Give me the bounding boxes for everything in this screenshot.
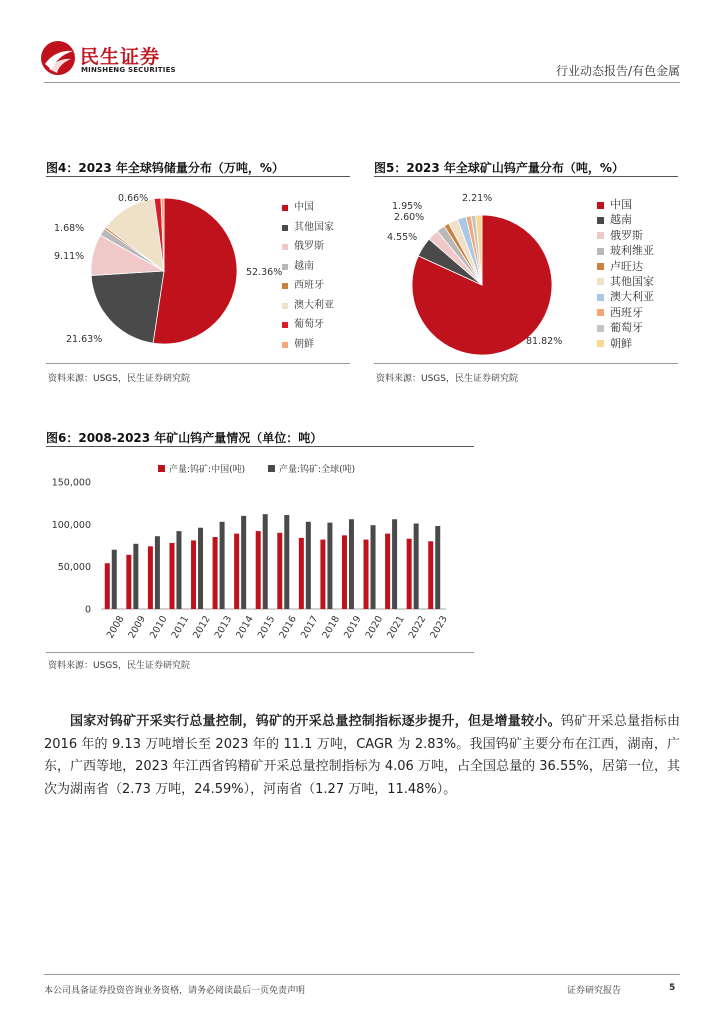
fig5-legend	[597, 197, 654, 351]
fig6-bar-china	[191, 540, 196, 609]
fig6-ytick-label: 100,000	[51, 519, 91, 531]
fig4-legend-item	[282, 257, 334, 277]
fig4-legend-item	[282, 296, 334, 316]
fig5-legend-item	[597, 228, 654, 243]
fig6-bar-china	[277, 533, 282, 609]
fig6-ytick-label: 150,000	[51, 477, 91, 489]
minsheng-logo-icon	[40, 40, 76, 76]
fig4-legend-item	[282, 335, 334, 355]
fig5-legend-swatch	[597, 217, 604, 224]
fig6-xtick-label: 2022	[406, 614, 429, 641]
fig6-bar-global	[349, 519, 354, 609]
fig6-legend-swatch	[158, 465, 165, 472]
fig5-data-label: 1.95%	[392, 201, 423, 212]
fig4-title-rule	[46, 176, 350, 177]
fig4-legend-swatch	[282, 244, 288, 250]
fig6-xtick-label: 2008	[104, 614, 127, 641]
fig4-legend-item	[282, 276, 334, 296]
fig6-bar-global	[176, 531, 181, 609]
fig5-bottom-rule	[374, 363, 678, 364]
report-type: 行业动态报告/有色金属	[555, 64, 680, 78]
fig6-xtick-label: 2023	[428, 614, 450, 641]
fig6-xtick-label: 2017	[298, 614, 321, 641]
fig6-title: 图6：2008-2023 年矿山钨产量情况（单位：吨）	[46, 431, 323, 445]
fig4-title: 图4：2023 年全球钨储量分布（万吨，%）	[46, 161, 284, 175]
fig4-legend-label: 朝鲜	[294, 338, 314, 350]
fig4-legend-label: 越南	[294, 260, 314, 272]
fig6-xtick-label: 2010	[147, 614, 170, 641]
fig6-bar-global	[284, 515, 289, 609]
fig6-bar-global	[112, 550, 117, 609]
fig4-legend-swatch	[282, 322, 288, 328]
fig4-source: 资料来源：USGS，民生证券研究院	[48, 374, 190, 384]
fig6-source: 资料来源：USGS，民生证券研究院	[48, 661, 190, 671]
fig5-source: 资料来源：USGS，民生证券研究院	[376, 374, 518, 384]
fig6-bar-global	[263, 514, 268, 609]
fig5-legend-label: 越南	[610, 213, 632, 227]
fig5-legend-swatch	[597, 340, 604, 347]
header-divider	[44, 82, 680, 83]
fig4-legend	[282, 198, 334, 354]
fig5-legend-item	[597, 243, 654, 258]
fig6-legend-swatch	[268, 465, 275, 472]
fig6-bar-china	[428, 541, 433, 609]
fig6-bar-global	[371, 525, 376, 609]
footer-divider	[44, 974, 680, 975]
fig6-bar-global	[306, 522, 311, 609]
fig4-legend-item	[282, 218, 334, 238]
fig5-legend-item	[597, 336, 654, 351]
fig5-legend-label: 卢旺达	[610, 259, 643, 273]
footer-disclaimer: 本公司具备证券投资咨询业务资格，请务必阅读最后一页免责声明	[44, 986, 306, 996]
fig5-pie-chart	[374, 180, 574, 360]
fig4-legend-label: 西班牙	[294, 280, 324, 291]
fig6-bar-china	[342, 535, 347, 609]
fig6-title-rule	[46, 446, 474, 447]
fig5-legend-item	[597, 289, 654, 304]
company-name-en: MINSHENG SECURITIES	[81, 66, 176, 74]
fig6-bar-china	[364, 540, 369, 609]
fig6-xtick-label: 2015	[255, 614, 278, 641]
fig4-legend-swatch	[282, 225, 288, 231]
fig5-legend-item	[597, 274, 654, 289]
fig6-bar-global	[414, 523, 419, 609]
fig4-pie-chart	[46, 180, 283, 360]
fig6-bar-china	[320, 540, 325, 609]
footer-doc-type: 证券研究报告	[567, 986, 622, 996]
fig5-legend-swatch	[597, 232, 604, 239]
fig4-legend-label: 俄罗斯	[294, 241, 324, 252]
fig4-legend-label: 葡萄牙	[294, 319, 324, 330]
fig5-data-label: 81.82%	[526, 336, 563, 347]
fig6-bar-china	[148, 546, 153, 609]
fig4-legend-label: 澳大利亚	[294, 299, 334, 311]
fig6-bar-china	[105, 563, 110, 609]
paragraph-lead-bold: 国家对钨矿开采实行总量控制，钨矿的开采总量控制指标逐步提升，但是增量较小。	[70, 714, 561, 729]
fig4-legend-swatch	[282, 342, 288, 348]
fig6-bar-global	[241, 516, 246, 609]
fig4-data-label: 0.66%	[118, 193, 149, 204]
fig4-slice-0	[153, 198, 237, 344]
fig6-bar-global	[220, 522, 225, 609]
fig5-data-label: 2.60%	[394, 212, 425, 223]
fig4-data-label: 52.36%	[246, 267, 283, 278]
body-paragraph	[44, 711, 680, 801]
fig6-bar-china	[169, 543, 174, 609]
fig6-bar-global	[198, 528, 203, 609]
fig5-legend-item	[597, 259, 654, 274]
fig6-xtick-label: 2019	[342, 614, 364, 641]
fig5-title-rule	[374, 176, 678, 177]
fig5-data-label: 4.55%	[387, 232, 418, 243]
fig6-xtick-label: 2021	[385, 614, 407, 641]
fig6-bar-global	[435, 526, 440, 609]
fig6-bottom-rule	[46, 652, 474, 653]
fig6-ytick-label: 50,000	[57, 562, 91, 574]
fig4-bottom-rule	[46, 363, 350, 364]
fig5-legend-swatch	[597, 294, 604, 301]
fig5-legend-item	[597, 320, 654, 335]
fig6-xtick-label: 2016	[277, 614, 299, 641]
fig4-legend-item	[282, 198, 334, 218]
fig6-xtick-label: 2012	[191, 614, 213, 641]
fig6-bar-china	[299, 538, 304, 609]
paragraph-text: 钨矿开采总量指标由 2016 年的 9.13 万吨增长至 2023 年的 11.1 万吨，CAGR 为 2.83%。我国钨矿主要分布在江西，湖南，广东，广西等地，2023 年江西省钨精矿开采总量控制指标为 4.06 万吨，占全国总量的 36.55%，居第一位，其次为湖南省（2.73 万吨，24.59%），河南省（1.27 万吨，11.48%）。	[44, 714, 680, 797]
fig6-xtick-label: 2018	[320, 614, 343, 641]
fig6-xtick-label: 2020	[363, 614, 386, 641]
fig6-bar-china	[385, 534, 390, 609]
fig6-legend-label: 产量:钨矿:全球(吨)	[279, 465, 356, 475]
fig6-xtick-label: 2011	[169, 614, 192, 641]
fig6-bar-global	[327, 523, 332, 609]
fig6-legend-label: 产量:钨矿:中国(吨)	[169, 465, 246, 475]
fig6-bar-china	[213, 537, 218, 609]
fig6-bar-china	[256, 531, 261, 609]
fig5-legend-label: 澳大利亚	[610, 290, 654, 304]
fig6-xtick-label: 2013	[212, 614, 235, 641]
fig6-bar-global	[133, 544, 138, 609]
fig4-legend-swatch	[282, 303, 288, 309]
fig5-legend-swatch	[597, 263, 604, 270]
page-number: 5	[669, 983, 676, 993]
fig6-xtick-label: 2014	[234, 614, 256, 641]
fig6-bar-chart	[46, 452, 474, 650]
fig4-data-label: 21.63%	[66, 334, 103, 345]
fig6-ytick-label: 0	[84, 604, 91, 616]
fig4-legend-swatch	[282, 264, 288, 270]
fig4-legend-swatch	[282, 205, 288, 211]
fig5-legend-item	[597, 197, 654, 212]
fig5-legend-item	[597, 212, 654, 227]
fig5-legend-swatch	[597, 278, 604, 285]
fig4-data-label: 1.68%	[54, 223, 85, 234]
fig5-legend-label: 葡萄牙	[610, 321, 643, 335]
fig5-legend-item	[597, 305, 654, 320]
fig6-bar-global	[155, 536, 160, 609]
fig6-bar-china	[126, 555, 131, 609]
fig4-legend-swatch	[282, 283, 288, 289]
fig5-legend-swatch	[597, 325, 604, 332]
fig4-legend-label: 其他国家	[294, 221, 334, 233]
fig5-legend-label: 其他国家	[610, 274, 654, 288]
fig5-legend-label: 玻利维亚	[610, 244, 654, 258]
fig5-legend-swatch	[597, 309, 604, 316]
fig5-legend-label: 中国	[610, 198, 632, 211]
fig4-legend-label: 中国	[294, 202, 314, 213]
fig6-bar-china	[407, 539, 412, 609]
fig5-data-label: 2.21%	[462, 193, 493, 204]
fig5-legend-swatch	[597, 248, 604, 255]
fig5-legend-swatch	[597, 202, 604, 209]
fig6-bar-china	[234, 534, 239, 609]
fig6-bar-global	[392, 519, 397, 609]
fig4-slice-1	[91, 271, 164, 343]
fig6-xtick-label: 2009	[126, 614, 149, 641]
fig5-title: 图5：2023 年全球矿山钨产量分布（吨，%）	[374, 161, 624, 175]
fig4-data-label: 9.11%	[54, 251, 85, 262]
fig5-legend-label: 朝鲜	[610, 336, 632, 350]
fig5-legend-label: 俄罗斯	[610, 228, 643, 242]
fig5-legend-label: 西班牙	[610, 305, 643, 319]
company-name-cn: 民生证券	[80, 46, 161, 68]
fig4-legend-item	[282, 237, 334, 257]
fig4-legend-item	[282, 315, 334, 335]
